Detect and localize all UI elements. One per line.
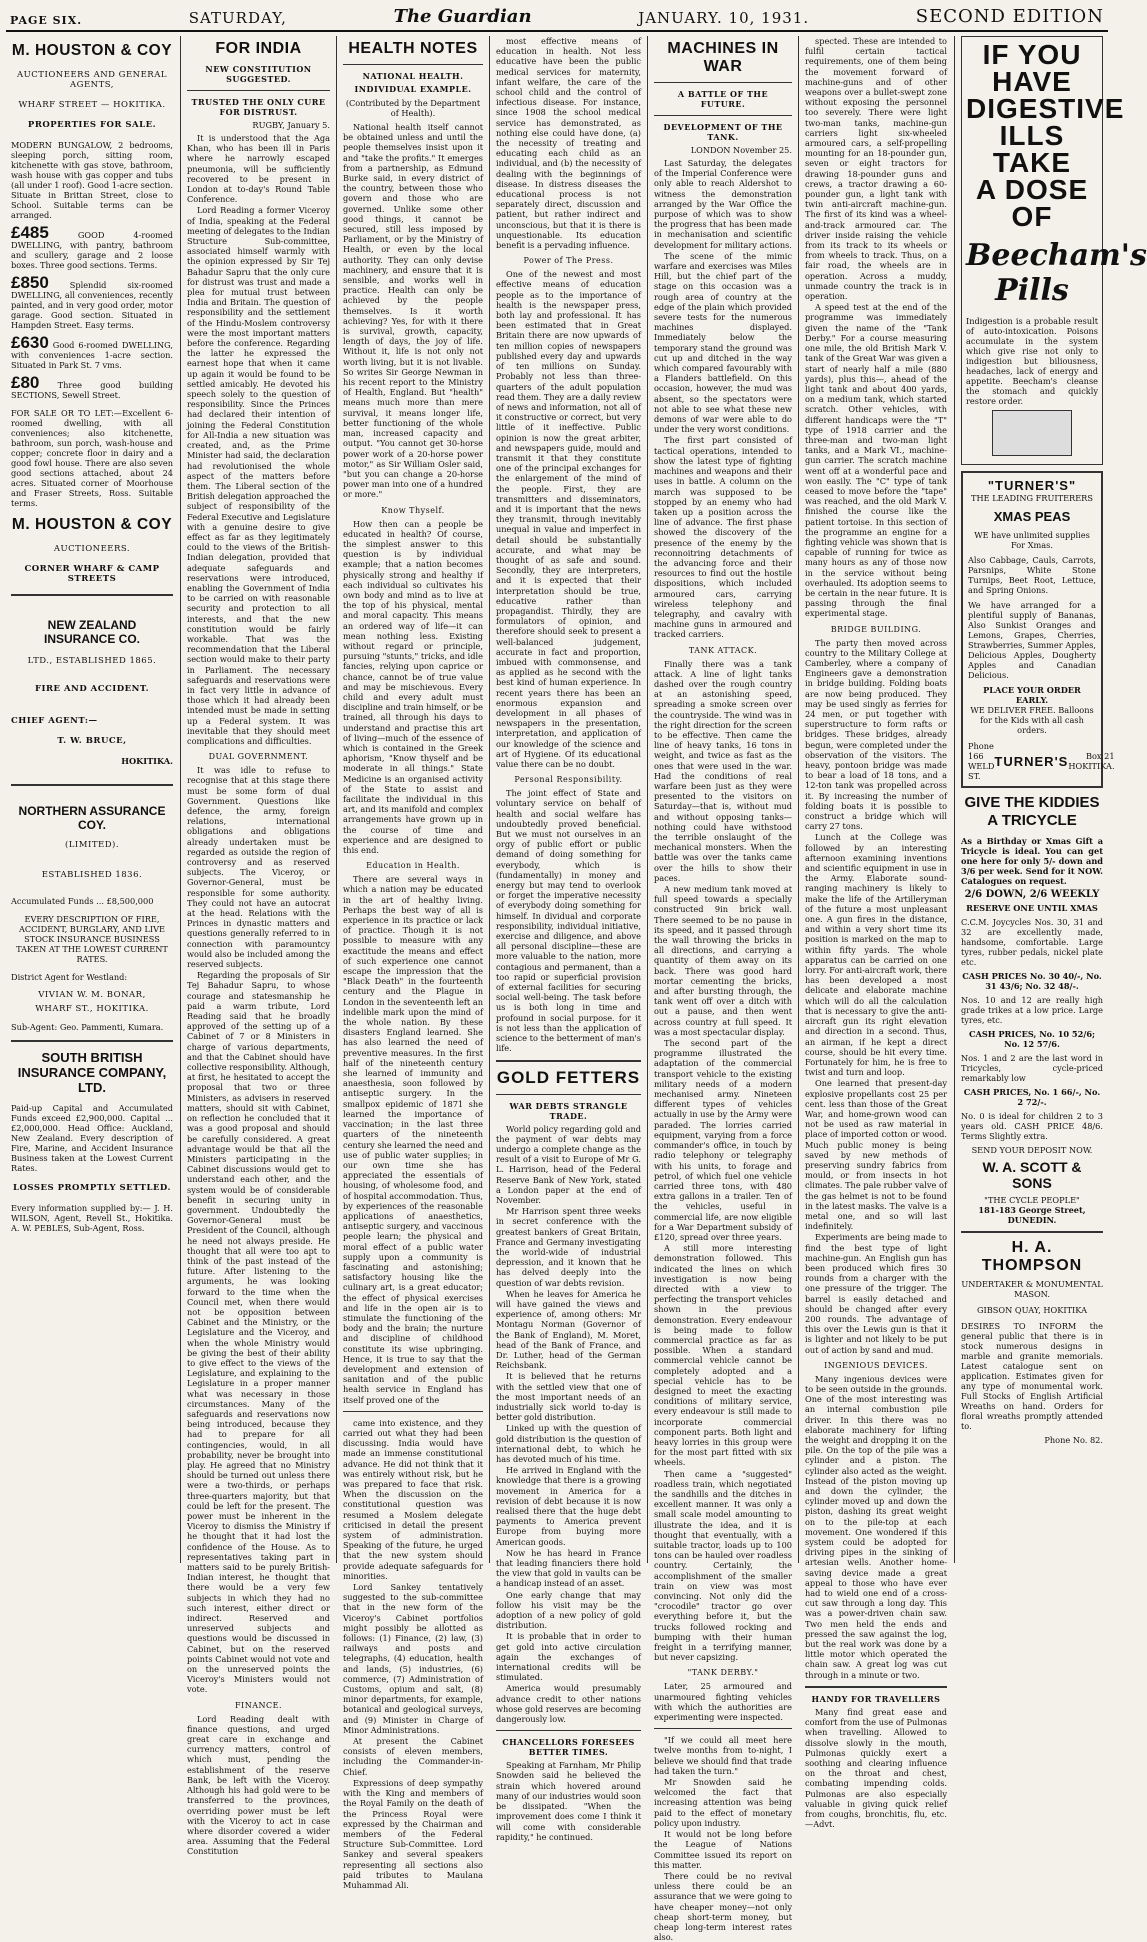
nzi-title: NEW ZEALAND INSURANCE CO. [43,618,140,646]
article-paragraph: How then can a people be educated in health? Of course, the simplest answer to this question is by individual example; that a nation becomes physically strong and healthy if each individual so cultivates his own body and mind as to live at the top of his physical, mental and moral capacity. This means an ordered way of life—it can mean nothing less. Existing without regard or principle, pursuing "stunts," tricks, and idle fancies, relying upon caprice or chance, cannot be of true value and may be mischievous. Every child and every adult must discipline and train himself, or be trained, all through his days to understand and practise this art of living—much of the essence of which is contained in the Greek aphorism, "Know thyself and be moderate in all things." State Medicine is an organised activity of the State to assist and facilitate the individual in this art, and its manifold and complex arrangements have grown up in the course of time and experience and are designed to this end. [343,518,484,856]
beechams-headline: HAVE [992,66,1072,97]
article-paragraph: A speed test at the end of the programme was immediately given the name of the "Tank Derby." For a course measuring one mile, the old British Mark V. tank of the Great War was given a start of nearly half a mile (880 yards), plus this—, ahead of the light tank and about 400 yards, on a medium tank, which started scratch. Other vehicles, with different handicaps were the "T" type of 1918 carrier and the three-man and two-man light tanks, and a Mark VI., machine-gun carrier. The scratch machine went off at a wonderful pace and won easily. The "C" type of tank ceased to move before the "tape" was reached, and the old Mark V. finished the course like the patient tortoise. In this section of the programme an engine for a fighting vehicle was shown that is capable of running for twice as many hours as any of those now in the service without being overhauled. Its adoption seems to be certain in the near future. It is passing through the final experimental stage. [805,302,947,619]
article-headline: GOLD FETTERS [496,1067,641,1087]
article-paragraph: The scene of the mimic warfare and exercises was Miles Hill, but the chief part of the stage on this occasion was a rough area of country at the edge of the plain which provided severe tests for the numerous machines displayed. Immediately below the temporary stand the ground was cut up and ditched in the way which compared favourably with a Flanders battlefield. On this occasion, however, the mud was absent, so the spectators were not able to see what these new demons of war were able to do under the very worst conditions. [654,250,792,435]
article-subhead: DEVELOPMENT OF THE TANK. [663,122,783,142]
page-number: PAGE SIX. [10,14,83,27]
section-heading: Education in Health. [366,861,460,871]
article-paragraph: Mr Snowden said he welcomed the fact that increasing attention was being paid to the effect of monetary policy upon industry. [654,1777,792,1828]
property-listing [11,333,173,370]
nzi-chief-label: CHIEF AGENT:— [11,716,98,726]
thompson-address: GIBSON QUAY, HOKITIKA [977,1305,1087,1315]
divider [496,1094,641,1095]
property-text: Splendid six-roomed DWELLING, all conveniences, recently painted, and in very good order, motor garage. Good section. Situated in Hampden Street. Easy terms. [11,280,173,330]
turners-also: Also Cabbage, Cauls, Carrots, Parsnips, White Stone Turnips, Beet Root, Lettuce, and Spring Onions. [968,555,1096,595]
houston-address: CORNER WHARF & CAMP STREETS [24,564,160,584]
property-text: Three good building SECTIONS, Sewell Street. [11,380,173,400]
turners-text: WE have unlimited supplies For Xmas. [974,530,1090,550]
column-rule [336,36,337,1563]
masthead-day: SATURDAY, [188,9,287,27]
edition-label: SECOND EDITION [915,6,1104,27]
column-rule [954,36,955,1563]
article-paragraph: One of the newest and most effective means of education people as to the importance of health is the newspaper press, both lay and professional. It has been estimated that in Great Britain there are now upwards of ten million copies of newspapers published every day and upwards of ten millions on Sunday. Probably not less than three-quarters of the adult population read them. They are a daily review of news and information, not all of it constructive or correct, but very little of it ineffective. Public opinion is now the great arbiter, and newspapers guide, mould and transmit it that they constitute one of the principal exchanges for the enlargement of the mind of the people. First, they are transmitters and disseminators, and it is important that the news they transmit, through inevitably unequal in value and imperfect in detail should be substantially accurate, and what may be thought of as safe and sound. Secondly, they are interpreters, and it is expected that their interpretation should be true, educative rather than propagandist. Thirdly, they are formulators of opinion, and therefore should seek to present a well-balanced judgement, accurate in fact and proportion, imbued with commonsense, and as applied as he second with the best kind of human experience. In recent years there has been an enormous expansion and development in all phases of newspapers in the presentation, interpretation, and application of our knowledge of the science and art of Hygiene. Of its educational value there can be no doubt. [496,269,641,770]
section-heading: Personal Responsibility. [514,775,623,785]
turners-town: HOKITIKA. [1068,761,1115,771]
turners-plentiful: We have arranged for a plentiful supply of Bananas, Also Sunkist Oranges and Lemons, Grapes, Cherries, Strawberries, Summer Apples, Delicious Apples, Dougherty Apples and Canadian Delicious. [968,600,1096,680]
tricycle-headline: GIVE THE KIDDIES A TRICYCLE [964,794,1100,829]
south-british-losses: LOSSES PROMPTLY SETTLED. [13,1183,171,1193]
article-paragraph: Lord Reading dealt with finance questions, and urged great care in exchange and currency matters, control of which must, pending the establishment of the reserve Bank, be left with the Viceroy. Although his had gold were to be transferred to the provinces, overriding power must be left with the Viceroy to act in case where disorder covered a wider area. Assuming that the Federal Constitution [187,1713,330,1857]
article-subhead: CHANCELLORS FORESEES BETTER TIMES. [502,1737,635,1758]
article-subhead: WAR DEBTS STRANGLE TRADE. [509,1100,628,1121]
houston-role: AUCTIONEERS. [53,544,131,554]
turners-ad [961,471,1115,788]
column-machines-continued [800,36,952,1830]
article-subhead: TRUSTED THE ONLY CURE FOR DISTRUST. [191,97,326,117]
divider [343,1411,483,1412]
beechams-ad [961,36,1147,465]
section-heading: TANK ATTACK. [688,645,758,655]
column-rule [647,36,648,1563]
houston-address: WHARF STREET — HOKITIKA. [18,100,166,110]
thompson-role: UNDERTAKER & MONUMENTAL MASON. [961,1279,1103,1299]
article-credit: (Contributed by the Department of Health). [345,98,481,118]
column-rule [489,36,490,1563]
column-rule [798,36,799,1563]
column-rule [180,36,181,1563]
divider [654,1728,792,1729]
northern-title: NORTHERN ASSURANCE COY. [18,804,166,832]
tricycle-deposit: SEND YOUR DEPOSIT NOW. [971,1145,1093,1155]
divider [11,594,173,596]
section-heading: FINANCE. [235,1700,282,1710]
houston-ad-title: M. HOUSTON & COY [11,516,173,533]
beechams-headline: DIGESTIVE [966,93,1125,124]
article-paragraph: Then came a "suggested" roadless train, which negotiated the sandhills and the ditches in excellent manner. It was only a small scale model amounting to illustrate the idea, and it is thought that eventually, with a suitable tractor, loads up to 100 tons can be hauled over roadless country. Certainly, the accomplishment of the smaller train on view was most convincing. Not only did the "crocodile" tractor go over everything before it, but the trucks followed rocking and bumping with their human freight in a terrifying manner, but never capsizing. [654,1468,792,1663]
tricycle-reserve: RESERVE ONE UNTIL XMAS [966,903,1098,913]
column-health-notes [338,36,488,1890]
article-paragraph: Last Saturday, the delegates of the Imperial Conference were only able to reach Aldershot to witness the demonstration arranged by the War Office the purpose of which was to show the progress that has been made in mechanisation and scientific development for military actions. [654,158,792,250]
article-paragraph: It is understood that the Aga Khan, who has been ill in Paris where he narrowly escaped pneumonia, will be sufficiently recovered to be present in London at to-day's Round Table Conference. [187,133,330,205]
property-listing [11,223,174,270]
newspaper-page [6,6,1147,1942]
beechams-headline: IF YOU [982,39,1082,70]
article-paragraph: Later, 25 armoured and unarmoured fighting vehicles with which the authorities are experimenting were inspected. [654,1681,792,1723]
property-price: £485 [11,223,49,242]
south-british-title: SOUTH BRITISH INSURANCE COMPANY, LTD. [17,1050,167,1095]
section-heading: Know Thyself. [381,505,445,515]
section-heading: DUAL GOVERNMENT. [208,752,309,762]
newspaper-title: The Guardian [393,6,532,27]
property-price: £630 [11,333,49,352]
property-text: GOOD 4-roomed DWELLING, with pantry, bathroom and scullery, garage and 2 loose boxes. Three good sections. Terms. [11,230,174,270]
tricycle-text: As a Birthday or Xmas Gift a Tricycle is ideal. You can get one here for only 5/- down and 3/6 per week. Send for it NOW. Catalogues on request. [961,836,1103,886]
article-paragraph: A still more interesting demonstration followed. This indicated the lines on which investigation is now being directed with a view to perfecting the transport vehicles shown in the previous demonstration. Every endeavour is being made to follow commercial practice as far as possible. When a standard commercial vehicle cannot be completely adopted and a special vehicle has to be designed to meet the exacting conditions of military service, every endeavour is still made to incorporate commercial component parts. Both light and heavy lorries in this group were for the most part fitted with six wheels. [654,1243,792,1468]
article-subhead: NATIONAL HEALTH. [362,71,464,81]
northern-description: EVERY DESCRIPTION OF FIRE, ACCIDENT, BURGLARY, AND LIVE STOCK INSURANCE BUSINESS TAKEN AT THE LOWEST CURRENT RATES. [16,914,168,964]
article-paragraph: One learned that present-day explosive propellants cost 25 per cent. less than those of the Great War, and home-grown wood can not be used as raw material in place of imported cotton or wood. Much public money is being saved by new methods of preserving sundry fabrics from mould, or from insects in hot climates. The pale rubber valve of the gas helmet is not to be found in the latest masks. The valve is a metal one, and so will last indefinitely. [805,1078,947,1232]
thompson-phone: Phone No. 82. [1044,1435,1103,1445]
article-headline: HEALTH NOTES [348,40,478,57]
turners-phone: Phone 166 [968,741,994,761]
divider [805,1686,947,1688]
turners-name: "TURNER'S" [987,478,1077,493]
article-paragraph: Experiments are being made to find the best type of light machine-gun. An English gun has been produced which fires 30 rounds from a charger with the one pressure of the trigger. The barrel is easily detached and should be changed after every 200 rounds. The advantage of this over the Lewis gun is that it is lighter and not likely to be put out of action by sand and mud. [805,1232,947,1355]
column-ads-left [6,36,178,1563]
scott-address: 181-183 George Street, DUNEDIN. [978,1205,1086,1225]
divider [11,784,173,786]
property-listing [11,273,173,330]
turners-street: WELD ST. [968,761,995,781]
northern-subagent: Sub-Agent: Geo. Pammenti, Kumara. [11,1022,164,1032]
column-ads-right [956,36,1147,1563]
article-paragraph: spected. These are intended to fulfil certain tactical requirements, one of them being the movement forward of machine-guns and of other weapons over a bullet-swept zone without exposing the personnel too severely. There were light two-man tanks, machine-gun carriers light six-wheeled armoured cars, a self-propelling mounting for an 18-pounder gun, seven or eight tractors for drawing 18-pounder guns and crews, a tractor drawing a 60-pounder gun, a light tank with twin anti-aircraft machine-gun. The first of its kind was a wheel-and-track armoured car. The driver inside raising the vehicle from its track to its wheels or from wheels to track. Thus, on a fair road, the wheels are in operation. Across a muddy, unmade country the track is in operation. [805,36,947,302]
northern-street: WHARF ST., HOKITIKA. [35,1004,149,1014]
south-british-info: Every information supplied by:— J. H. WILSON, Agent, Revell St., Hokitika. A. W. PEBLES, Sub-Agent, Ross. [11,1203,173,1233]
article-subhead: HANDY FOR TRAVELLERS [811,1693,941,1704]
beechams-brand: Beecham's Pills [966,238,1147,308]
pill-box-image [992,410,1072,456]
article-paragraph: There could be no revival unless there could be an assurance that we were going to have cheaper money—not only cheap short-term money, but cheap long-term interest rates also. [654,1870,792,1942]
beechams-headline: ILLS TAKE [992,120,1072,178]
property-listing: FOR SALE OR TO LET:—Excellent 6-roomed dwelling, with all conveniences; also kitchenette, bathroom, sun porch, wash-house and copper; concrete floor in dairy and a good fowl house. There are also seven good sections attached, about 24 acres. Situated corner of Moorhouse and Fraser Streets, Ross. Suitable terms. [11,408,173,508]
property-price: £850 [11,273,49,292]
article-paragraph: Linked up with the question of gold distribution is the question of international debt, to which he has devoted much of his time. [496,1423,641,1464]
houston-ad-title: M. HOUSTON & COY [11,42,173,59]
northern-agent: VIVIAN W. M. BONAR, [38,990,146,1000]
article-subhead: NEW CONSTITUTION SUGGESTED. [205,64,312,84]
article-paragraph: Finally there was a tank attack. A line of light tanks dashed over the rough country at an astonishing speed, spreading a smoke screen over the countryside. The wind was in the right direction for the screen to be effective. Then came the line of heavy tanks, 16 tons in weight, and twice as fast as the ones that were used in the war. Had the conditions of real warfare been just as they were presented to the visitors on Saturday—that is, without mud and without opposing tanks—nothing could have withstood the terrible onslaught of the mechanical monsters. When the battle was over the tanks came over the hills to show their paces. [654,658,792,883]
article-paragraph: When he leaves for America he will have gained the views and experience of, among others: Mr Montagu Norman (Governor of the Bank of England), M. Moret, head of the Bank of France, and Dr. Luther, head of the German Reichsbank. [496,1288,641,1371]
article-paragraph: Regarding the proposals of Sir Tej Bahadur Sapru, to whose courage and statesmanship he paid a warm tribute, Lord Reading said that he broadly approved of the setting up of a Cabinet of 7 or 8 Ministers in charge of various departments, and that the Cabinet should have collective responsibility. Although, at first, he hesitated to accept the proposal that two or three Ministers, as advisers in reserved matters, should sit with Cabinet, on reflection he concluded that it was a good proposal and should be carefully considered. A great advantage would be that all the Ministers participating in the Cabinet discussions would get to understand each other, and the system would be of considerable benefit in securing unity in government. Undoubtedly the Governor-General must be President of the Council, although he need not always preside. He thought that all were too apt to think of the past instead of the future. After listening to the arguments, he was looking forward to the time when the Council met, when there would not be opposition between Cabinet and the Ministry, or the Legislature and the Viceroy, and when the whole Ministry would be giving the best of their ability to give effect to the views of the Legislature, and explaining to the Legislature in a proper manner what was necessary in those circumstances. Many of the safeguards and reservations now being introduced, because they had to prepare for all contingencies, would, in all probability, never be brought into play. He agreed that no Ministry should be turned out unless there were a two-thirds, or perhaps three-quarters majority, but that could be left for the present. The power must be inherent in the Viceroy to dismiss the Ministry if he thought that it had lost the confidence of the House. As to representatives taking part in matters said to be purely British-Indian interest, he thought that there would be a very few subjects in which they had no such interest, either direct or indirect. Reserved and unreserved subjects and questions would be discussed in Cabinet, but on the reserved points Cabinet would not vote and on the unreserved points the Viceroy's Ministers would not vote. [187,970,330,1695]
tricycle-nos: Nos. 1 and 2 are the last word in Tricycles, cycle-priced remarkably low [961,1053,1103,1083]
article-paragraph: It is believed that he returns with the settled view that one of the most important needs of an industrially sick world to-day is better gold distribution. [496,1371,641,1423]
article-paragraph: The first part consisted of tactical operations, intended to show the latest type of fighting machines and weapons and their uses in battle. A column on the march was supposed to be stopped by an enemy who had taken up a position across the line of advance. The first phase showed the discovery of the presence of the enemy by the reconnoitring detachments of the advancing force and their resources to find out the hostile dispositions, which included armoured cars, carrying wireless telephony and telegraphy, and cavalry with machine guns in armoured and tracked carriers. [654,435,792,640]
article-paragraph: It was idle to refuse to recognise that at this stage there must be some form of dual Government. Questions like defence, the army, foreign relations, international obligations and obligations already undertaken must be regarded as outside the region of controversy and as reserved subjects. The Viceroy, or Governor-General, must be responsible for some authority. They could not have an autocrat at the head. Relations with the Princes in dynastic matters and questions generally referred to in connection with paramountcy would also be included among the reserved subjects. [187,765,330,970]
article-paragraph: most effective means of education in health. Not less educative have been the public medical services for maternity, infant welfare, the care of the school child and the control of infectious disease. For instance, since 1908 the school medical service has demonstrated, as nothing else could have done, (a) the necessity of treating and educating each child as an individual, and (b) the necessity of dealing with the beginnings of disease. In distress diseases the educational process is not separately direct, discussion and patient, but rather indirect and unconscious, but that it is there is unquestionable. Its education benefit is a pervading influence. [496,36,641,251]
article-paragraph: The joint effect of State and voluntary service on behalf of health and social welfare has undoubtedly proved beneficial. But we must not ourselves in an orgy of public effort or public demand of doing something for everybody, which is (fundamentally) in money and energy but may tend to overlook or forget the imperative necessity of everybody doing something for himself. In dividual and corporate responsibility, individual initiative, exercise and diligence, and above all personal discipline—these are more valuable to the nation, more contagious and permanent, than a too rapid or superficial provision of external facilities for securing social well-being. The task before us is both long in time and profound in social purpose. for it is not less than the application of science to the betterment of man's life. [496,788,641,1054]
article-headline: MACHINES IN WAR [667,40,779,75]
article-dateline: RUGBY, January 5. [252,120,330,130]
turners-xmas-peas: XMAS PEAS [993,509,1071,524]
tricycle-no0: No. 0 is ideal for children 2 to 3 years old. CASH PRICE 48/6. Terms Slightly extra. [961,1111,1103,1141]
nzi-town: HOKITIKA. [121,756,173,766]
section-heading: BRIDGE BUILDING. [830,624,922,634]
property-text: Good 6-roomed DWELLING, with conveniences 1-acre section. Situated in Park St. 7 vms. [11,340,173,370]
divider [187,90,330,91]
northern-funds: Accumulated Funds ... £8,500,000 [11,896,154,906]
article-paragraph: Lord Sankey tentatively suggested to the sub-committee that in the new form of the Viceroy's Cabinet portfolios might possibly be allotted as follows: (1) Finance, (2) law, (3) railways and posts and telegraphs, (4) education, health and lands, (5) industries, (6) commerce, (7) Administration of Customs, opium and salt, (8) minor departments, for example, botanical and geological surveys, and (9) Minister in Charge of Minor Administrations. [343,1582,483,1735]
beechams-text: Indigestion is a probable result of auto-intoxication. Poisons accumulate in the system which give rise not only to indigestion but biliousness, headaches, lack of energy and appetite. Beecham's cleanse the stomach and quickly restore order. [966,316,1098,406]
article-paragraph: Speaking at Farnham, Mr Philip Snowden said he believed the strain which hovered around many of our industries would soon be dissipated. "When the improvement does come I think it will come with considerable rapidity," he continued. [496,1760,641,1842]
column-press-gold [491,36,646,1842]
beechams-headline: A DOSE OF [975,174,1089,232]
article-paragraph: World policy regarding gold and the payment of war debts may undergo a complete change as the result of a visit to Europe of Mr G. L. Harrison, head of the Federal Reserve Bank of New York, stated a London paper at the end of November. [496,1123,641,1205]
article-paragraph: came into existence, and they carried out what they had been discussing. India would have made an immense constitutional advance. He did not think that it was entirely without risk, but he was prepared to face that risk. When the discussion on the constitutional question was resumed a Moslem delegate criticised in detail the present system of administration. Speaking of the future, he urged that the new system should provide adequate safeguards for minorities. [343,1417,483,1581]
article-paragraph: It is probable that in order to get gold into active circulation again the exchanges of international credits will be stimulated. [496,1631,641,1683]
northern-established: ESTABLISHED 1836. [41,870,143,880]
article-paragraph: Many ingenious devices were to be seen outside in the grounds. One of the most interesting was an internal combustion pile driver. In this there was no elaborate machinery for lifting the weight and dropping it on the pile. On the top of the pile was a cylinder and a piston. The cylinder also acted as the weight. Instead of the piston moving up and down the cylinder, the cylinder moved up and down the piston, dashing its great weight on to the pile-top at each movement. One wondered if this system could be adopted for driving pipes in the sinking of artesian wells. Another home-saving device made a great appeal to those who have ever had to wield one end of a cross-cut saw through a long day. This was a power-driven chain saw. Two men held the ends and pressed the saw against the log, but the real work was done by a little motor which operated the chain saw. A great log was cut through in a minute or two. [805,1373,947,1680]
article-paragraph: Now he has heard in France that leading financiers there hold the view that gold in vaults can be a handicap instead of an asset. [496,1547,641,1589]
turners-order: PLACE YOUR ORDER EARLY. [983,685,1081,705]
thompson-text: DESIRES TO INFORM the general public that there is in stock numerous designs in marble and granite memorials. Latest catalogue sent on application. Estimates given for any type of monumental work. Full Stocks of English Artificial Wreaths on hand. Orders for floral wreaths promptly attended to. [961,1321,1103,1431]
column-for-india [182,36,335,1857]
article-paragraph: At present the Cabinet consists of eleven members, including the Commander-in-Chief. [343,1736,483,1777]
article-paragraph: "If we could all meet here twelve months from to-night, I believe we should find that trade had taken the turn." [654,1735,792,1776]
turners-deliver: WE DELIVER FREE. Balloons for the Kids with all cash orders. [970,705,1094,735]
scott-name: W. A. SCOTT & SONS [982,1159,1082,1191]
article-dateline: LONDON November 25. [690,145,792,155]
turners-sub: THE LEADING FRUITERERS [971,493,1093,503]
nzi-fire: FIRE AND ACCIDENT. [34,684,150,694]
article-headline: FOR INDIA [215,40,302,57]
column-machines-in-war [649,36,797,1942]
masthead-date: JANUARY. 10, 1931. [638,9,810,27]
article-paragraph: Expressions of deep sympathy with the King and members of the Royal Family on the death of the Princess Royal were expressed by the Chairman and members of the Federal Structure Sub-Committee. Lord Sankey and several speakers representing all sections also paid tributes to Maulana Muhammad Ali. [343,1777,483,1890]
divider [496,1730,641,1731]
property-listing: MODERN BUNGALOW, 2 bedrooms, sleeping porch, sitting room, kitchenette with gas stove, bathroom, wash house with gas copper and tubs (all under 1 roof). Good 1-acre section. Situate in Brittan Street, close to School. Suitable terms can be arranged. [11,140,173,220]
divider [343,64,483,65]
section-heading: Power of The Press. [523,256,614,266]
nzi-established: LTD., ESTABLISHED 1865. [27,656,157,666]
article-paragraph: He arrived in England with the knowledge that there is a growing movement in America for a revision of debt because it is now realised there that the huge debt payments to America prevent Europe from buying more American goods. [496,1465,641,1547]
article-paragraph: The second part of the programme illustrated the adaptation of the commercial transport vehicle to the existing military needs of a modern mechanised army. Nineteen different types of vehicles actually in use by the Army were paraded. The lorries carried equipment, varying from a force commander's office, in touch by radio telephony or telegraphy with his units, to forage and petrol, of which fuel one vehicle carried three tons, with 480 extra gallons in a trailer. Ten of the vehicles, useful in commercial life, are now eligible for a War Department subsidy of £120, spread over three years. [654,1038,792,1242]
nzi-agent: T. W. BRUCE, [57,736,127,746]
northern-limited: (LIMITED). [64,840,120,850]
article-paragraph: There are several ways in which a nation may be educated in the art of healthy living. Perhaps the best way of all is experience in its practice or lack of practice. Though it is not possible to measure with any exactitude the means and effect of such experience one cannot escape the impression that the "Black Death" in the fourteenth century and the Plague in London in the seventeenth left an indelible mark upon the mind of the whole nation. By these disasters England learned. She has also learned the need of preventive measures. In the first half of the nineteenth century she learned of immunity and anaesthesia, soon followed by antiseptic surgery. In the smallpox epidemic of 1871 she learned the importance of vaccination; in the last three quarters of the nineteenth century she learned the need and use of public water supplies; in our own time she has appreciated the essentials of housing, of wholesome food, and of hospital accommodation. Thus, by experiences of the reasonable applications of anaesthetics, antiseptic surgery, and vaccinous people learn; the physical and moral effect of a public water supply upon a community is fascinating and astonishing; satisfactory housing like the culinary art, is a great educator; the effect of physical exercises and life in the open air is to stimulate the functioning of the body and the brain; the nurture and discipline of childhood constitute its wise upbringing. Hence, it is true to say that the development and extension of sanitation and of the public health service in England has itself proved one of the [343,874,483,1405]
thompson-name: H. A. THOMPSON [981,1239,1083,1274]
tricycle-nos: Nos. 10 and 12 are really high grade trikes at a low price. Large tyres, etc. [961,995,1103,1025]
properties-heading: PROPERTIES FOR SALE. [27,120,157,130]
houston-role: AUCTIONEERS AND GENERAL AGENTS, [17,70,167,90]
tricycle-cash: CASH PRICES, No. 1 66/-, No. 2 72/-. [963,1087,1101,1107]
south-british-capital: Paid-up Capital and Accumulated Funds exceed £2,900,000. Capital ... £2,000,000. Head Office: Auckland, New Zealand. Every description of Fire, Marine, and Accident Insurance Business taken at the Lowest Current Rates. [11,1103,173,1173]
scott-sub: "THE CYCLE PEOPLE" [984,1195,1080,1205]
tricycle-cash: CASH PRICES No. 30 40/-, No. 31 43/6; No. 32 48/-. [962,971,1102,991]
property-price: £80 [11,373,40,392]
article-paragraph: The party then moved across country to the Military College at Camberley, where a company of Engineers gave a demonstration in bridge building. Folding boats are now being produced. They may be used singly as ferries for 24 men, or put together with superstructure to form rafts or bridges. These bridges, already begun, were completed under the observation of the visitors. The heavy, pontoon bridge was made to bear a load of 18 tons, and a 12-ton tank was propelled across it. By increasing the number of folding boats it is possible to construct a bridge which will carry 27 tons. [805,637,947,832]
divider [11,1040,173,1042]
tricycle-ccm: C.C.M. Joycycles Nos. 30, 31 and 32 are excellently made, handsome, comfortable. Large tyres, rubber pedals, nickel plate etc. [961,917,1103,967]
divider [961,1231,1103,1233]
divider [654,115,792,116]
article-paragraph: A new medium tank moved at full speed towards a specially constructed 9in brick wall. There seemed to be no pause in its speed, and it passed through the wall throwing the bricks in all directions, and carrying a quantity of them away on its back. There was good hard mortar cementing the bricks, and after bursting through, the tank went off over a ditch with out a pause, and then went across country at full speed. It was a most spectacular display. [654,884,792,1037]
article-paragraph: It would not be long before the League of Nations Committee issued its report on this matter. [654,1829,792,1870]
article-paragraph: One early change that may follow his visit may be the adoption of a new policy of gold distribution. [496,1589,641,1631]
northern-district: District Agent for Westland: [11,972,128,982]
article-paragraph: National health itself cannot be obtained unless and until the people themselves insist upon it and "take the profits." It emerges from a partnership, as Edmund Burke said, in every district of the country, between those who govern and those who are governed. Unlike some other good things, it cannot be secured, still less imposed by Parliament, or by the Ministry of Health, or even by the local authority. They can only devise machinery, and ensure that it is sensible, and works well in practice. Health can only be achieved by the people themselves. Is it worth achieving? Yes, for with it there is survival, growth, capacity, length of days, the joy of life. Without it, life is not only not worth living, but it is not livable. So writes Sir George Newman in his recent report to the Ministry of Health, England. But "health" means much more than mere survival, it means longer life, better functioning of the whole man, increased capacity and output. "You cannot get 30-horse power work of a 20-horse power motor," as Sir William Osler said, "but you can change a 20-horse power man into one of a hundred or more." [343,122,483,500]
article-paragraph: Many find great ease and comfort from the use of Pulmonas when travelling. Allowed to dissolve slowly in the mouth, Pulmonas quickly exert a soothing and clearing influence on the throat and chest, combating impending colds. Pulmonas are also especially valuable in giving quick relief from coughs, bronchitis, flu, etc.—Advt. [805,1706,947,1830]
article-subhead: A BATTLE OF THE FUTURE. [677,89,769,109]
tricycle-cash: CASH PRICES, No. 10 52/6; No. 12 57/6. [968,1029,1096,1049]
divider [654,82,792,83]
article-paragraph: Mr Harrison spent three weeks in secret conference with the greatest bankers of Great Britain, France and Germany investigating the world-wide of industrial depression, and it known that he has delved deeply into the question of war debts revision. [496,1206,641,1288]
article-paragraph: Lord Reading a former Viceroy of India, speaking at the Federal meeting of delegates to the Indian Structure Sub-committee, associated himself warmly with the opinion expressed by Sir Tej Bahadur Sapru that the only cure for distrust was trust and made a plea for mutual trust between India and Britain. The question of responsibility and the settlement of the Hindu-Moslem controversy were the most important matters before the conference. Regarding the latter he expressed the earnest hope that when it came up again it would be found to be settled amicably. He devoted his speech solely to the question of responsibility. Since the Princes had declared their intention of joining the Federal Constitution for All-India a new situation was created, and, as the Prime Minister had said, the declaration had revolutionised the whole aspect of the matters before them. The Liberal section of the British delegation approached the subject of responsibility of the Federal Executive and Legislature with a genuine desire to give effect as far as they legitimately could to the views of the British-Indian delegation, provided that adequate safeguards and reservations were introduced, enabling the Government of India to be carried on with reasonable security and protection to all interests, and that the new constitution would be fairly workable. That was the recommendation that the Liberal section would make to their party in Parliament. The necessary safeguards and reservations were in fact very little in advance of those which it had already been intended must be made in setting up a Federal system. It was inevitable that they should meet complications and difficulties. [187,205,331,746]
article-paragraph: America would presumably advance credit to other nations whose gold reserves are becoming dangerously low. [496,1683,641,1725]
divider [496,1060,641,1062]
section-heading: INGENIOUS DEVICES. [824,1360,928,1370]
section-heading: "TANK DERBY." [687,1668,759,1678]
article-subhead: INDIVIDUAL EXAMPLE. [354,84,472,94]
property-listing [11,373,173,400]
article-paragraph: Lunch at the College was followed by an interesting afternoon examining inventions and scientific equipment in use in the Army. Elaborate sound-ranging machinery is likely to make the life of the Artilleryman of the future a most unpleasant one. A gun fires in the distance, and within a very short time its position is marked on the map to within fifty yards. The whole apparatus can be carried on one lorry. For anti-aircraft work, there has been developed a most delicate and elaborate machine which will do all the calculation that is necessary to give the anti-aircraft gun its right elevation and direction in a second. Thus, an airman, if he kept a direct course, should be hit every time. Fortunately for him, he is free to twist and turn and loop. [805,832,947,1078]
turners-brand: TURNER'S [994,753,1069,769]
turners-footer [968,741,1115,781]
turners-box: Box 21 [1085,751,1115,761]
masthead [6,6,1108,32]
tricycle-terms: 2/6 DOWN, 2/6 WEEKLY [964,889,1100,900]
